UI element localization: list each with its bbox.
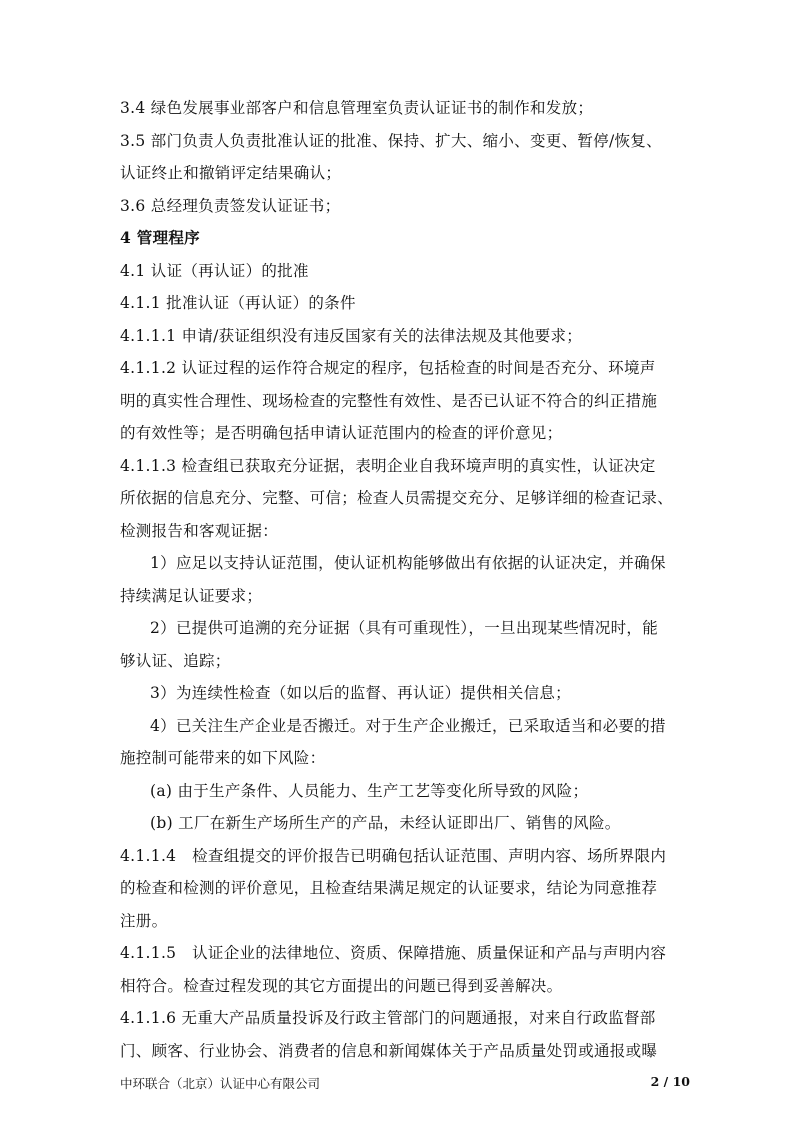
- text-line: 注册。: [120, 911, 168, 930]
- text-line: 3.5 部门负责人负责批准认证的批准、保持、扩大、缩小、变更、暂停/恢复、: [120, 131, 662, 150]
- footer-company-name: 中环联合（北京）认证中心有限公司: [120, 1076, 321, 1091]
- section-heading: 4 管理程序: [120, 228, 200, 247]
- text-line: 4.1.1.6 无重大产品质量投诉及行政主管部门的问题通报，对来自行政监督部: [120, 1009, 656, 1027]
- text-line: 3.6 总经理负责签发认证证书；: [120, 196, 341, 215]
- list-item: 2）已提供可追溯的充分证据（具有可重现性），一旦出现某些情况时，能: [150, 619, 659, 637]
- text-line: 施控制可能带来的如下风险：: [120, 749, 326, 767]
- page-number: 2 / 10: [650, 1074, 690, 1089]
- text-line: 的有效性等；是否明确包括申请认证范围内的检查的评价意见；: [120, 424, 563, 442]
- text-line: 够认证、追踪；: [120, 651, 231, 670]
- text-line: 4.1.1.5 认证企业的法律地位、资质、保障措施、质量保证和产品与声明内容: [120, 944, 667, 962]
- text-line: 4.1.1.3 检查组已获取充分证据，表明企业自我环境声明的真实性，认证决定: [120, 456, 656, 475]
- document-body: [120, 92, 700, 1067]
- text-line: 4.1.1.2 认证过程的运作符合规定的程序，包括检查的时间是否充分、环境声: [120, 359, 656, 377]
- text-line: 认证终止和撤销评定结果确认；: [120, 164, 342, 182]
- text-line: 检测报告和客观证据：: [120, 521, 279, 540]
- text-line: 4.1.1 批准认证（再认证）的条件: [120, 294, 356, 312]
- text-line: 的检查和检测的评价意见，且检查结果满足规定的认证要求，结论为同意推荐: [120, 879, 658, 897]
- list-item: (b) 工厂在新生产场所生产的产品，未经认证即出厂、销售的风险。: [150, 814, 621, 832]
- text-line: 4.1.1.4 检查组提交的评价报告已明确包括认证范围、声明内容、场所界限内: [120, 846, 667, 865]
- text-line: 门、顾客、行业协会、消费者的信息和新闻媒体关于产品质量处罚或通报或曝: [120, 1041, 658, 1060]
- text-line: 4.1 认证（再认证）的批准: [120, 261, 309, 280]
- list-item: 1）应足以支持认证范围，使认证机构能够做出有依据的认证决定，并确保: [150, 554, 666, 572]
- text-line: 明的真实性合理性、现场检查的完整性有效性、是否已认证不符合的纠正措施: [120, 391, 658, 410]
- text-line: 3.4 绿色发展事业部客户和信息管理室负责认证证书的制作和发放；: [120, 99, 594, 117]
- text-line: 相符合。检查过程发现的其它方面提出的问题已得到妥善解决。: [120, 976, 563, 995]
- page-footer: [120, 1074, 690, 1096]
- list-item: (a) 由于生产条件、人员能力、生产工艺等变化所导致的风险；: [150, 781, 589, 800]
- list-item: 4）已关注生产企业是否搬迁。对于生产企业搬迁，已采取适当和必要的措: [150, 716, 666, 735]
- text-line: 4.1.1.1 申请/获证组织没有违反国家有关的法律法规及其他要求；: [120, 326, 583, 345]
- list-item: 3）为连续性检查（如以后的监督、再认证）提供相关信息；: [150, 684, 571, 702]
- text-line: 持续满足认证要求；: [120, 586, 263, 605]
- text-line: 所依据的信息充分、完整、可信；检查人员需提交充分、足够详细的检查记录、: [120, 489, 674, 507]
